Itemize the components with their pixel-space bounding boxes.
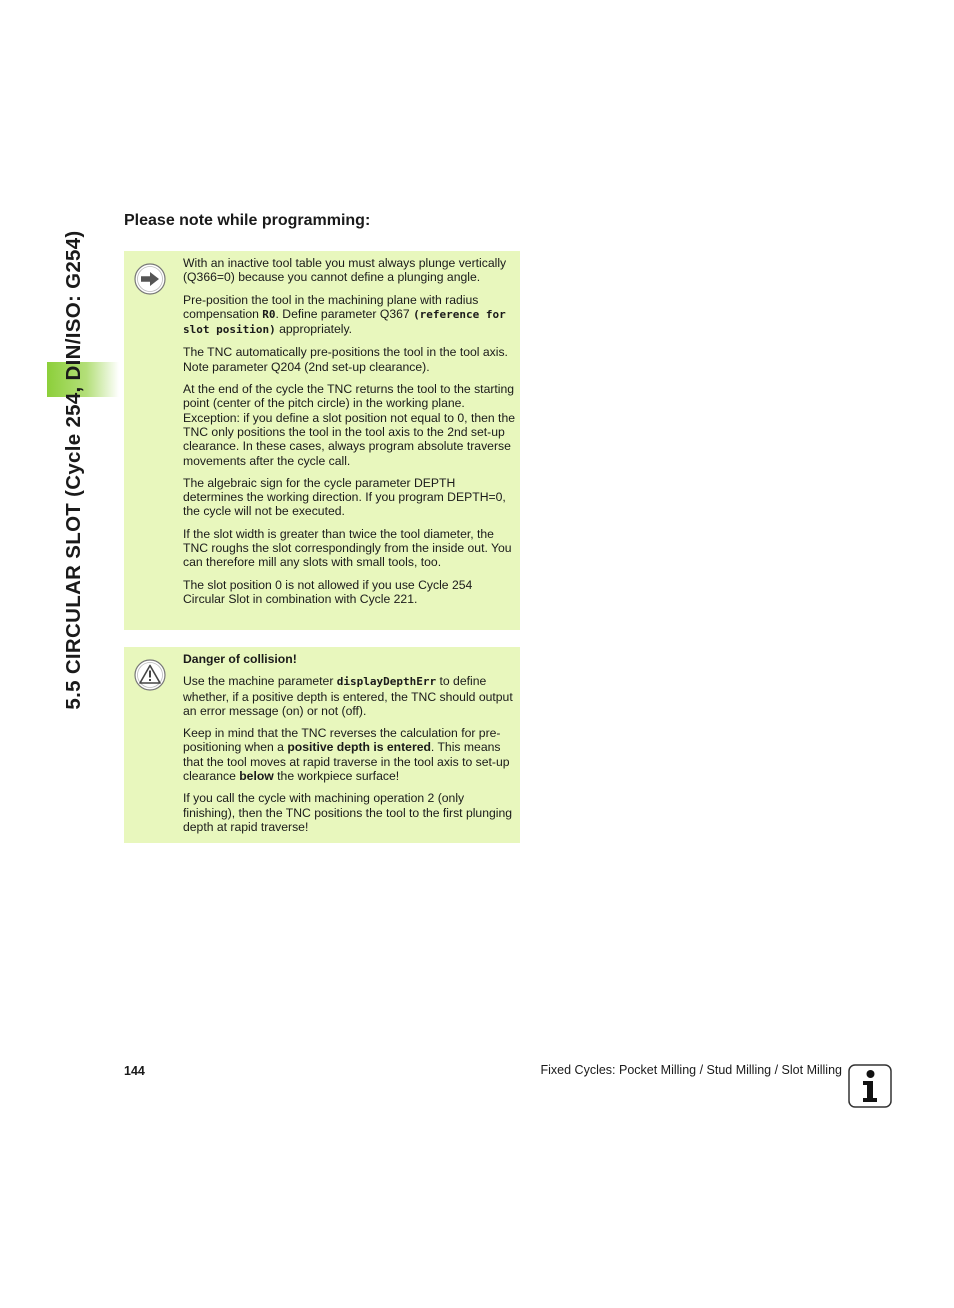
- note-paragraph-2: [183, 293, 515, 338]
- danger-p1-text-a: Use the machine parameter: [183, 674, 337, 689]
- danger-title: [183, 652, 515, 666]
- danger-p1-text-b: to define whether, if a positive depth is entered, the TNC should output an error message (on) or not (off).: [183, 674, 513, 718]
- danger-p2-text-a: Keep in mind that the TNC reverses the calculation for pre-positioning when a: [183, 726, 501, 755]
- note-p2-text-c: appropriately.: [275, 322, 353, 337]
- danger-p2-bold-2: below: [239, 769, 274, 784]
- danger-p2-text-c: the workpiece surface!: [273, 769, 400, 784]
- code-display-depth-err: displayDepthErr: [336, 675, 437, 689]
- danger-text: [183, 652, 515, 834]
- danger-box: [124, 647, 520, 843]
- warning-triangle-icon: [134, 659, 166, 691]
- note-text: [183, 256, 515, 606]
- note-p2-text-a: Pre-position the tool in the machining plane with radius compensation: [183, 292, 479, 321]
- code-reference-slot-position: (reference for slot position): [183, 307, 506, 337]
- note-paragraph-7: The slot position 0 is not allowed if you use Cycle 254 Circular Slot in combination with Cycle 221.: [183, 577, 473, 606]
- chapter-title: Fixed Cycles: Pocket Milling / Stud Milling / Slot Milling: [540, 1063, 842, 1077]
- arrow-right-icon: [134, 263, 166, 295]
- info-icon: [848, 1064, 892, 1108]
- danger-title-text: Danger of collision!: [183, 652, 297, 666]
- note-p2-text-b: . Define parameter Q367: [275, 306, 414, 321]
- note-paragraph-5: The algebraic sign for the cycle parameter DEPTH determines the working direction. If you program DEPTH=0, the cycle will not be executed.: [183, 475, 506, 519]
- danger-paragraph-2: [183, 726, 515, 783]
- danger-p2-bold-1: positive depth is entered: [287, 740, 431, 755]
- note-box: [124, 251, 520, 630]
- danger-paragraph-1: [183, 674, 515, 718]
- note-paragraph-1: With an inactive tool table you must always plunge vertically (Q366=0) because you cannot define a plunging angle.: [183, 256, 507, 285]
- note-paragraph-4: At the end of the cycle the TNC returns the tool to the starting point (center of the pitch circle) in the working plane. Exception: if you define a slot position not equal to 0, then the TNC only positions the tool in the tool axis to the 2nd set-up clearance. In these cases, always program absolute traverse movements after the cycle call.: [183, 382, 515, 468]
- danger-p2-text-b: . This means that the tool moves at rapid traverse in the tool axis to set-up clearance: [183, 740, 510, 784]
- code-r0: R0: [262, 307, 276, 321]
- section-heading: Please note while programming:: [124, 212, 371, 229]
- page-number: 144: [124, 1064, 145, 1078]
- note-paragraph-3: The TNC automatically pre-positions the tool in the tool axis. Note parameter Q204 (2nd set-up clearance).: [183, 345, 508, 374]
- danger-paragraph-3: If you call the cycle with machining operation 2 (only finishing), then the TNC positions the tool to the first plunging depth at rapid traverse!: [183, 791, 513, 834]
- side-section-title: 5.5 CIRCULAR SLOT (Cycle 254, DIN/ISO: G254): [62, 230, 85, 710]
- note-paragraph-6: If the slot width is greater than twice the tool diameter, the TNC roughs the slot correspondingly from the inside out. You can therefore mill any slots with small tools, too.: [183, 526, 512, 570]
